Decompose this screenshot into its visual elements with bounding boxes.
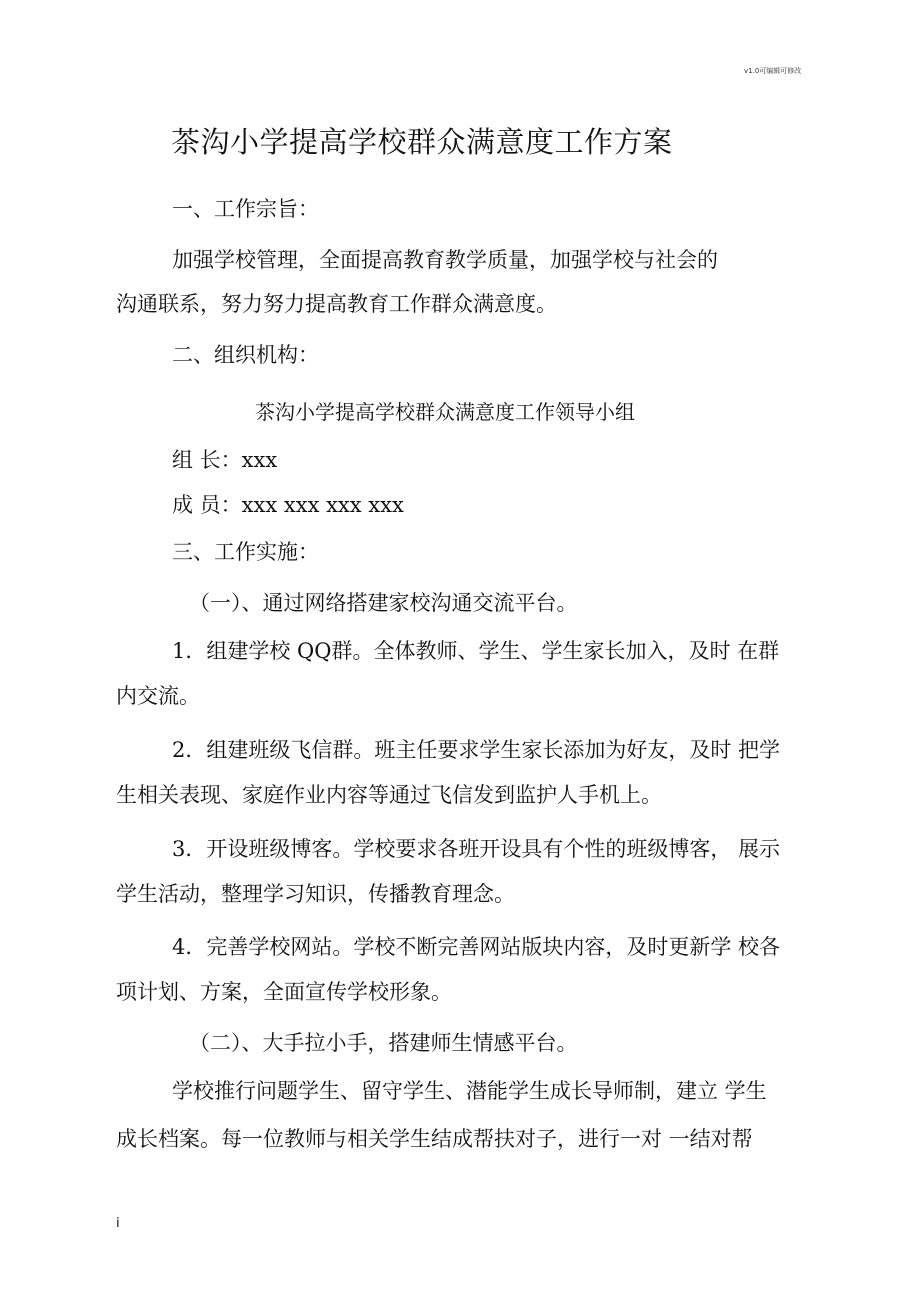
document-title: 茶沟小学提高学校群众满意度工作方案 [171,125,673,159]
subsection2-paragraph-line1: 学校推行问题学生、留守学生、潜能学生成长导师制，建立 学生 [172,1079,767,1103]
group-title: 茶沟小学提高学校群众满意度工作领导小组 [255,400,635,424]
item2-line1: 2．组建班级飞信群。班主任要求学生家长添加为好友，及时 把学 [172,738,781,762]
group-members-line: 成 员：xxx xxx xxx xxx [172,493,404,517]
section1-paragraph-line1: 加强学校管理，全面提高教育教学质量，加强学校与社会的 [172,248,718,272]
section1-heading: 一、工作宗旨： [172,197,319,221]
item3-line2: 学生活动，整理学习知识，传播教育理念。 [116,882,515,906]
item4-line2: 项计划、方案，全面宣传学校形象。 [116,980,452,1004]
section2-heading: 二、组织机构： [172,343,319,367]
section1-paragraph-line2: 沟通联系，努力努力提高教育工作群众满意度。 [116,292,557,316]
subsection2-heading: （二）、大手拉小手，搭建师生情感平台。 [189,1031,578,1055]
item2-line2: 生相关表现、家庭作业内容等通过飞信发到监护人手机上。 [116,783,662,807]
page-number: i [116,1216,120,1231]
item4-line1: 4．完善学校网站。学校不断完善网站版块内容，及时更新学 校各 [172,935,781,959]
group-leader-line: 组 长：xxx [172,448,278,472]
item3-line1: 3．开设班级博客。学校要求各班开设具有个性的班级博客， 展示 [172,837,781,861]
item1-line1: 1．组建学校 QQ群。全体教师、学生、学生家长加入，及时 在群 [172,639,780,663]
section3-heading: 三、工作实施： [172,540,319,564]
version-note: v1.0可编辑可修改 [744,67,802,75]
subsection2-paragraph-line2: 成长档案。每一位教师与相关学生结成帮扶对子，进行一对 一结对帮 [116,1127,753,1151]
item1-line2: 内交流。 [116,684,200,708]
subsection1-heading: （一）、通过网络搭建家校沟通交流平台。 [189,591,578,615]
